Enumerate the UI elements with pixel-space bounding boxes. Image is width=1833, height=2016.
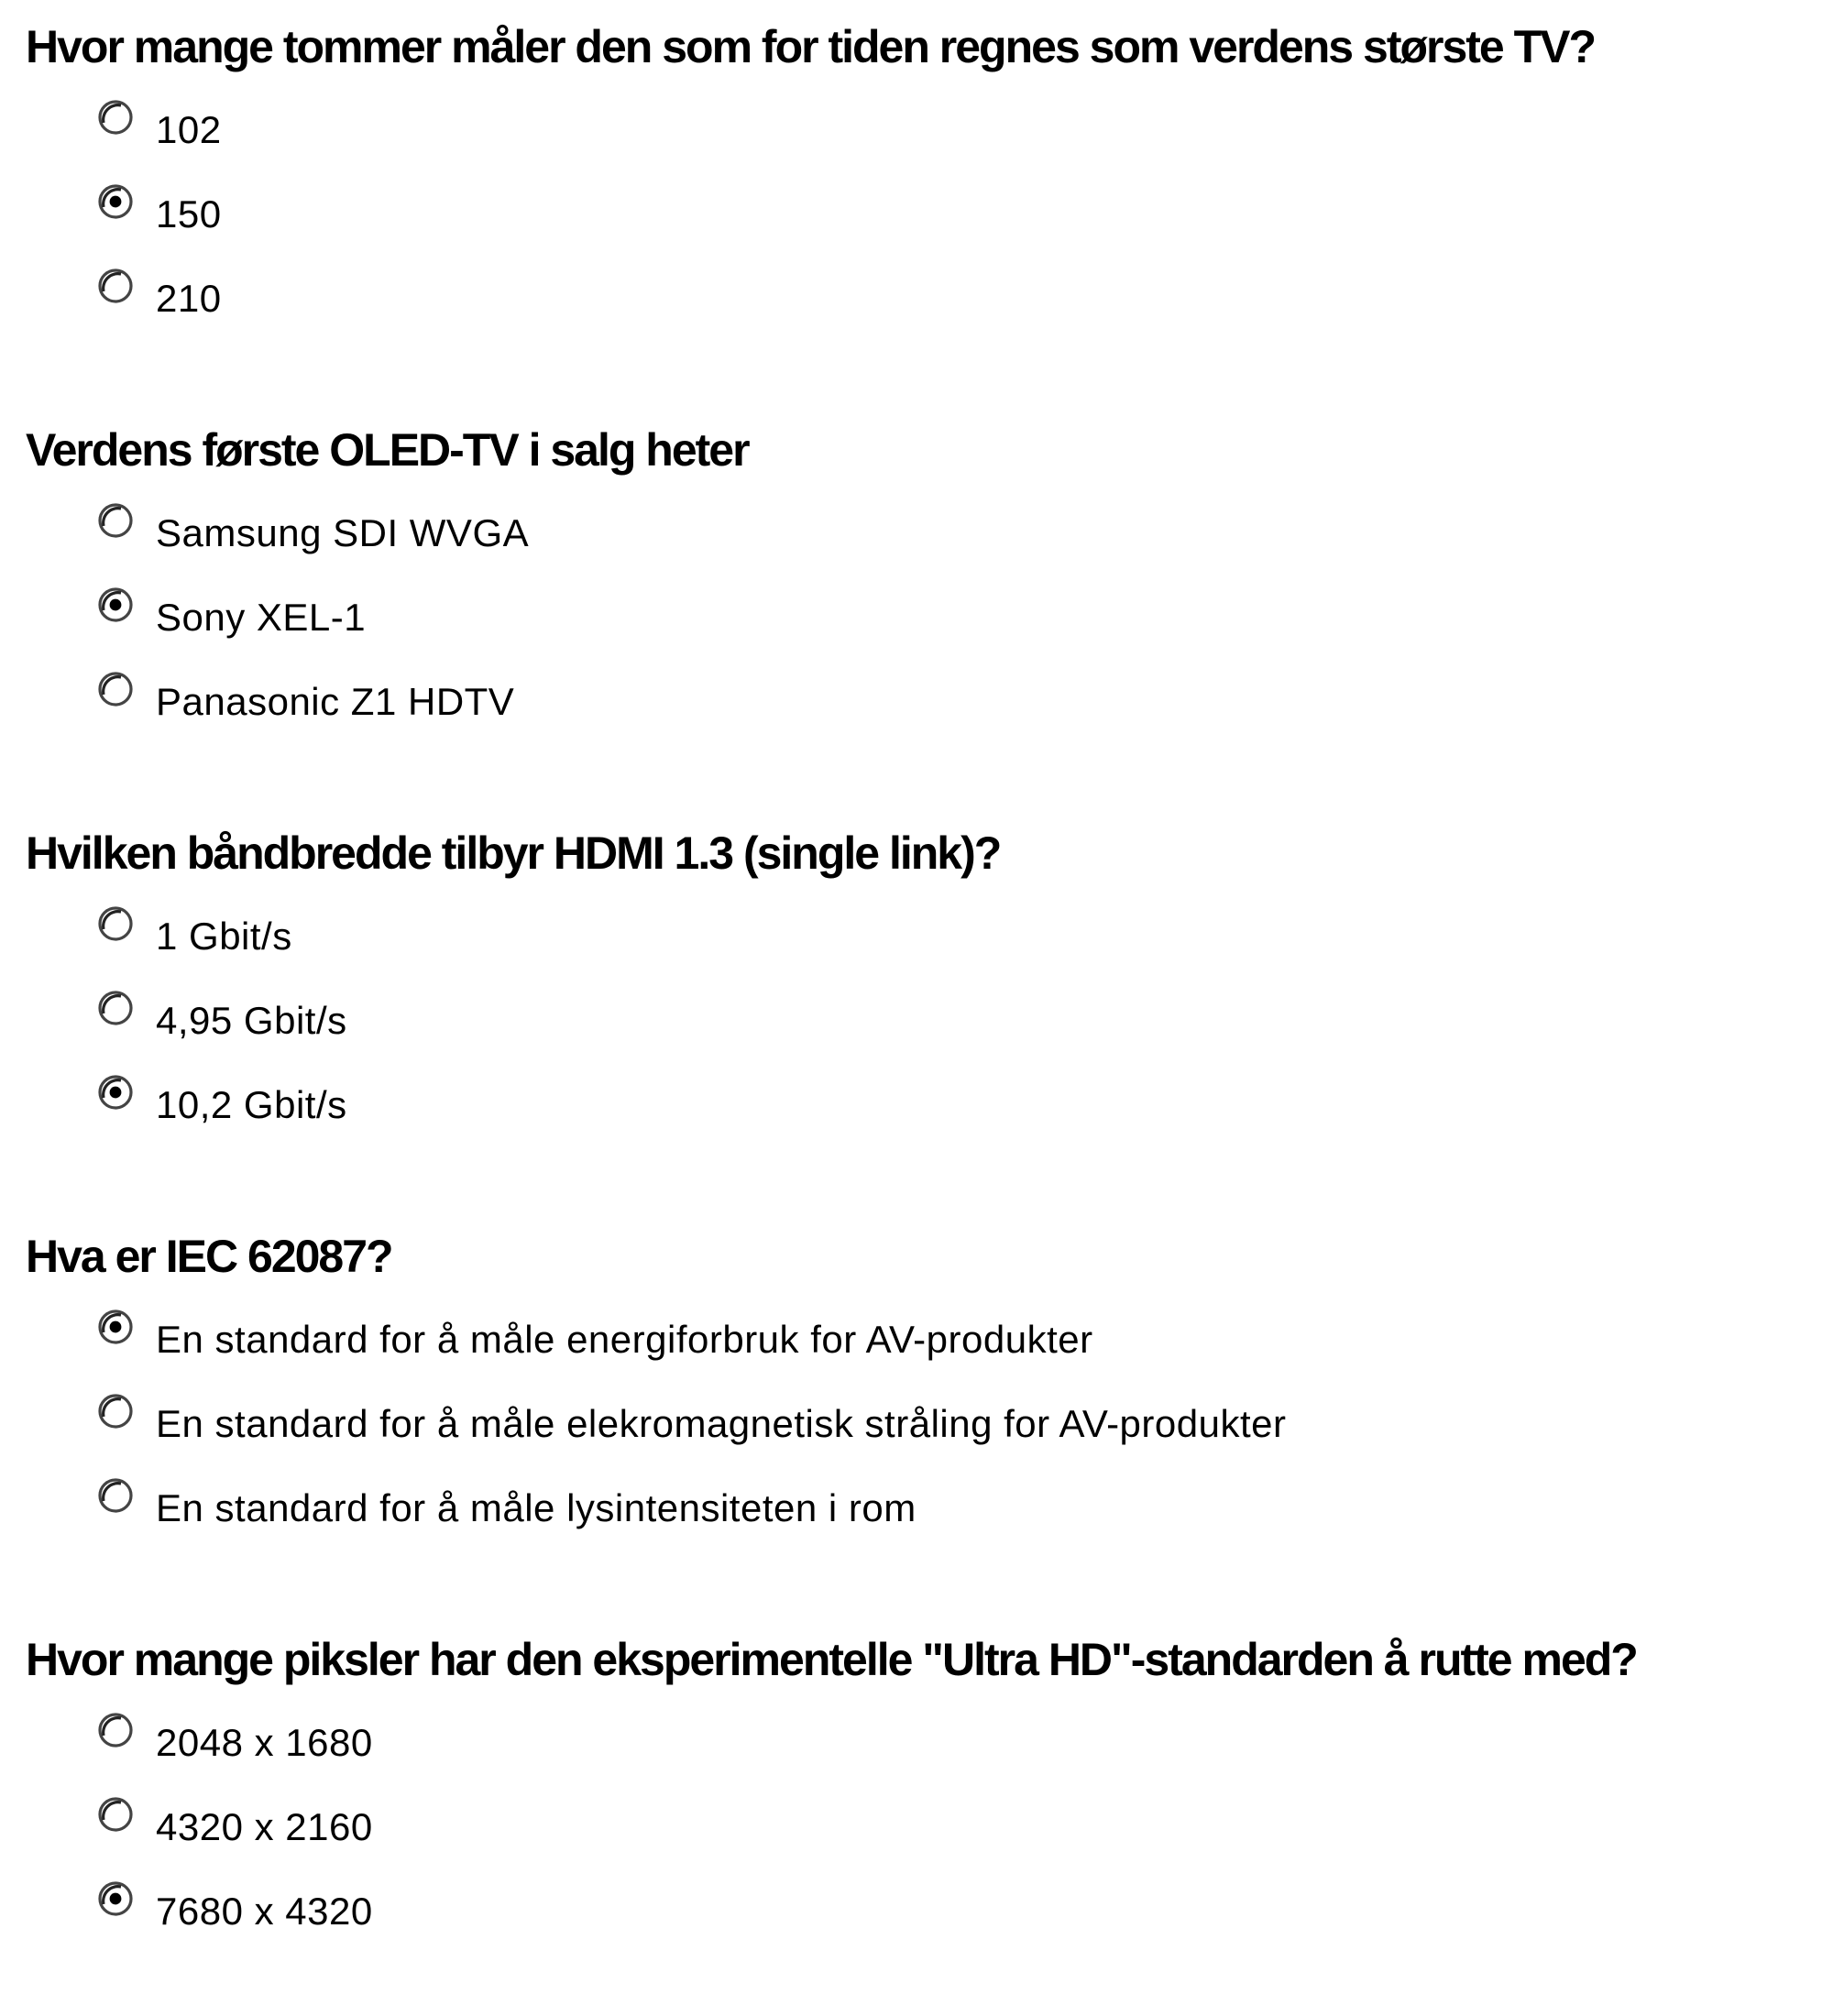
answer-label: 10,2 Gbit/s [156,1083,347,1126]
answer-option[interactable] [97,1884,373,1939]
question-3 [26,806,1822,1210]
answer-option[interactable] [97,1078,347,1133]
answer-label: Panasonic Z1 HDTV [156,680,515,723]
radio-button[interactable] [97,1309,134,1345]
answer-option[interactable] [97,271,222,326]
question-title: Verdens første OLED-TV i salg heter [26,424,749,476]
answer-label: Sony XEL-1 [156,596,367,639]
question-title: Hvor mange tommer måler den som for tiden regnes som verdens største TV? [26,21,1596,72]
answer-option[interactable] [97,187,222,242]
radio-button[interactable] [97,990,134,1026]
radio-button[interactable] [97,1796,134,1833]
answer-option[interactable] [97,993,347,1048]
radio-button[interactable] [97,1074,134,1111]
question-1 [26,0,1822,403]
quiz-form [26,0,1822,2016]
answer-label: 2048 x 1680 [156,1721,373,1764]
answer-option[interactable] [97,1312,1093,1367]
answer-option[interactable] [97,506,529,561]
radio-button[interactable] [97,268,134,304]
answer-label: 4,95 Gbit/s [156,999,347,1042]
radio-button[interactable] [97,1880,134,1917]
answer-label: 7680 x 4320 [156,1890,373,1933]
question-5 [26,1613,1822,2016]
answer-option[interactable] [97,590,366,645]
radio-button[interactable] [97,183,134,220]
answer-option[interactable] [97,103,222,158]
answer-option[interactable] [97,1481,916,1536]
question-title: Hvor mange piksler har den eksperimentelle "Ultra HD"-standarden å rutte med? [26,1634,1637,1685]
radio-button[interactable] [97,1712,134,1748]
answer-option[interactable] [97,1715,373,1770]
question-title: Hvilken båndbredde tilbyr HDMI 1.3 (single link)? [26,827,1001,879]
answer-label: En standard for å måle elekromagnetisk stråling for AV-produkter [156,1402,1287,1445]
question-2 [26,403,1822,806]
answer-label: En standard for å måle energiforbruk for AV-produkter [156,1318,1093,1361]
question-title: Hva er IEC 62087? [26,1231,392,1282]
answer-option[interactable] [97,1800,373,1855]
answer-label: 102 [156,108,222,151]
radio-button[interactable] [97,99,134,136]
answer-label: 1 Gbit/s [156,915,292,958]
radio-button[interactable] [97,586,134,623]
answer-option[interactable] [97,1397,1287,1452]
radio-button[interactable] [97,502,134,539]
answer-option[interactable] [97,909,292,964]
radio-button[interactable] [97,1393,134,1430]
answer-option[interactable] [97,674,514,729]
answer-label: En standard for å måle lysintensiteten i rom [156,1486,916,1529]
answer-label: Samsung SDI WVGA [156,511,530,554]
answer-label: 4320 x 2160 [156,1805,373,1848]
radio-button[interactable] [97,905,134,942]
radio-button[interactable] [97,1477,134,1514]
answer-label: 150 [156,192,222,236]
question-4 [26,1210,1822,1613]
radio-button[interactable] [97,671,134,707]
answer-label: 210 [156,277,222,320]
